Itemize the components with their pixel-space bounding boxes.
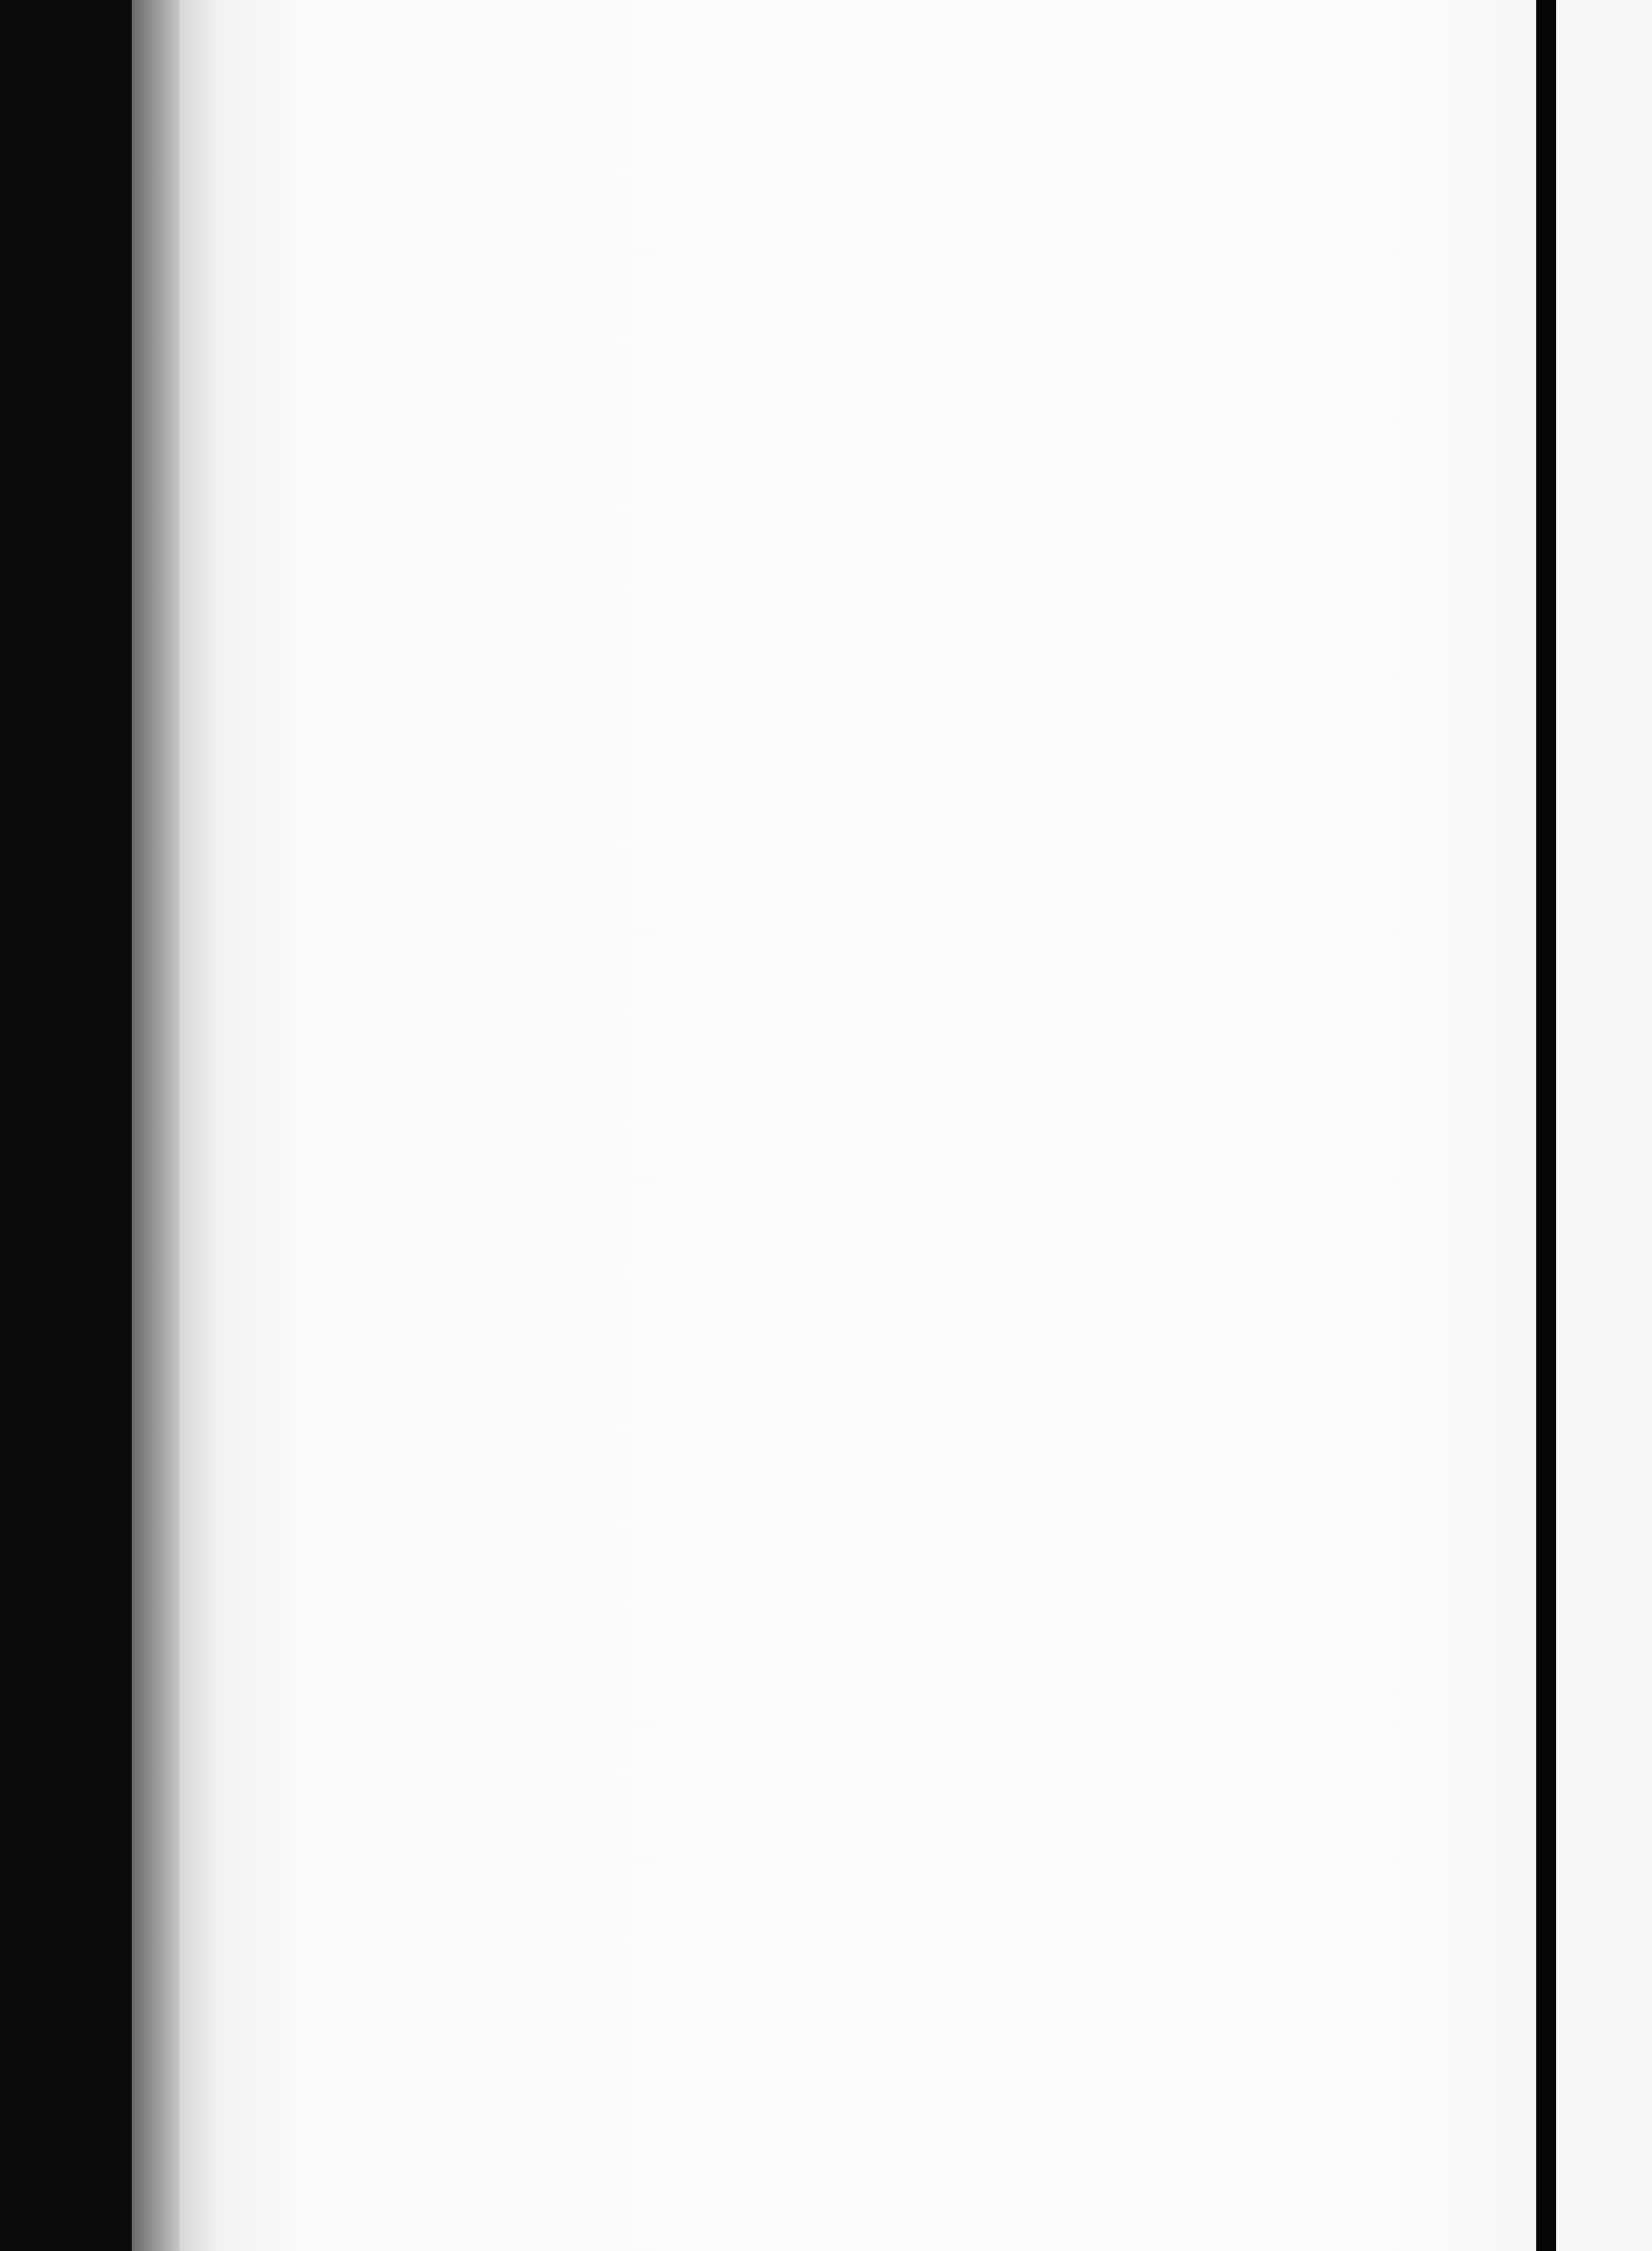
- facing-page: [1556, 0, 1652, 2251]
- page-edge-shadow: [132, 0, 180, 2251]
- book-page: [180, 0, 1536, 2251]
- book-gutter: [1536, 0, 1556, 2251]
